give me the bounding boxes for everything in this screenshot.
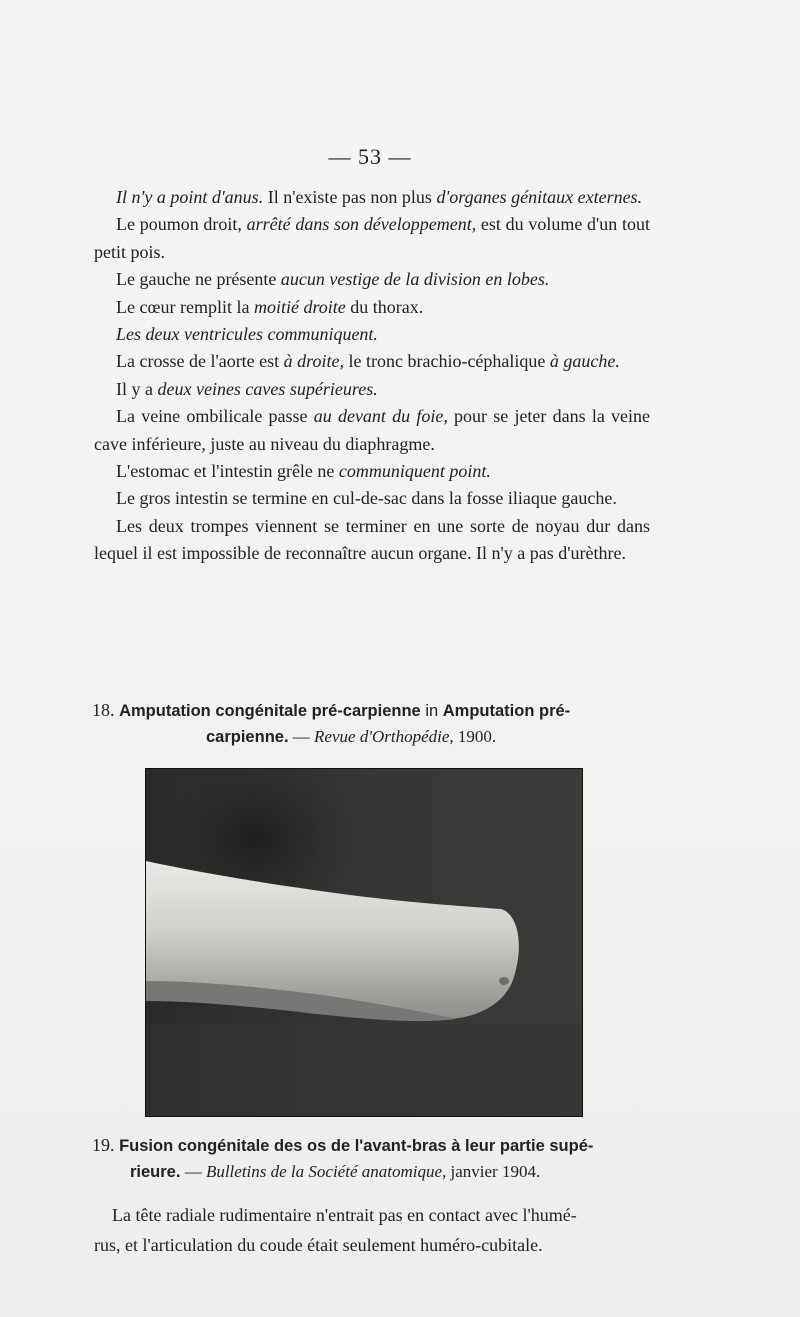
section-heading-19: [92, 1132, 652, 1185]
italic-run: à droite,: [283, 351, 344, 372]
section-title-end: rieure.: [130, 1163, 181, 1181]
text-run: Il y a: [116, 378, 158, 399]
italic-run: deux veines caves supérieures.: [157, 378, 378, 399]
paragraph: [94, 485, 650, 512]
text-run: du thorax.: [345, 296, 424, 317]
paragraph: [94, 184, 650, 211]
text-run: le tronc brachio-céphalique: [344, 351, 550, 372]
text-run: L'estomac et l'intestin grêle ne: [116, 461, 339, 482]
page-number: — 53 —: [328, 144, 412, 169]
section-title: Fusion congénitale des os de l'avant-bras à leur partie supé-: [119, 1137, 594, 1155]
section-title-cont: Amputation pré-: [442, 702, 571, 720]
section-title: Amputation congénitale pré-carpienne: [119, 702, 421, 720]
paragraph: [94, 376, 650, 403]
paragraph: [94, 266, 650, 293]
text-run: Le cœur remplit la: [116, 296, 254, 317]
section-number: 19.: [92, 1135, 115, 1155]
forearm-photo: [145, 768, 583, 1117]
text-run: pour se jeter dans la veine cave inférieure, juste au niveau du diaphragme.: [94, 406, 650, 454]
text-run: est du volume d'un tout petit pois.: [94, 214, 651, 262]
body-text: [94, 184, 650, 568]
paragraph: [94, 458, 650, 485]
closing-paragraph: [94, 1200, 652, 1260]
paragraph: [94, 321, 650, 348]
paragraph: [94, 513, 650, 568]
section-title-end: carpienne.: [206, 728, 289, 746]
text-run: Il n'existe pas non plus: [263, 187, 437, 207]
italic-run: Les deux ventricules communiquent.: [116, 324, 378, 345]
journal-date: janvier 1904.: [446, 1162, 541, 1181]
italic-run: d'organes génitaux externes.: [436, 187, 643, 207]
paragraph: [94, 294, 650, 321]
text-run: Le gauche ne présente: [116, 269, 281, 290]
paragraph: [94, 348, 650, 375]
italic-run: au devant du foie,: [313, 406, 448, 427]
journal-name: Revue d'Orthopédie,: [314, 727, 454, 746]
paragraph: [94, 211, 650, 266]
section-heading-18: [92, 697, 652, 750]
section-number: 18.: [92, 700, 115, 720]
text-run: La crosse de l'aorte est: [116, 351, 284, 372]
text-run: Le gros intestin se termine en cul-de-sac dans la fosse iliaque gauche.: [116, 488, 617, 509]
italic-run: à gauche.: [549, 351, 620, 372]
italic-run: arrêté dans son développement,: [246, 214, 477, 235]
closing-line-1: La tête radiale rudimentaire n'entrait pas en contact avec l'humé-: [112, 1205, 577, 1225]
section-connector: in: [425, 702, 439, 720]
text-run: Les deux trompes viennent se terminer en une sorte de noyau dur dans lequel il est impossible de reconnaître aucun organe. Il n'y a pas d'urèthre.: [94, 515, 650, 564]
section-dash: —: [180, 1162, 206, 1181]
italic-run: aucun vestige de la division en lobes.: [280, 269, 550, 290]
closing-line-2: rus, et l'articulation du coude était seulement huméro-cubitale.: [94, 1235, 543, 1255]
text-run: Le poumon droit,: [116, 214, 247, 235]
italic-run: communiquent point.: [338, 461, 491, 482]
text-run: La veine ombilicale passe: [116, 406, 314, 427]
journal-name: Bulletins de la Société anatomique,: [205, 1162, 447, 1181]
italic-run: Il n'y a point d'anus.: [116, 187, 264, 207]
journal-year: 1900.: [453, 727, 497, 746]
italic-run: moitié droite: [253, 296, 346, 317]
paragraph: [94, 403, 650, 458]
section-dash: —: [288, 727, 315, 746]
